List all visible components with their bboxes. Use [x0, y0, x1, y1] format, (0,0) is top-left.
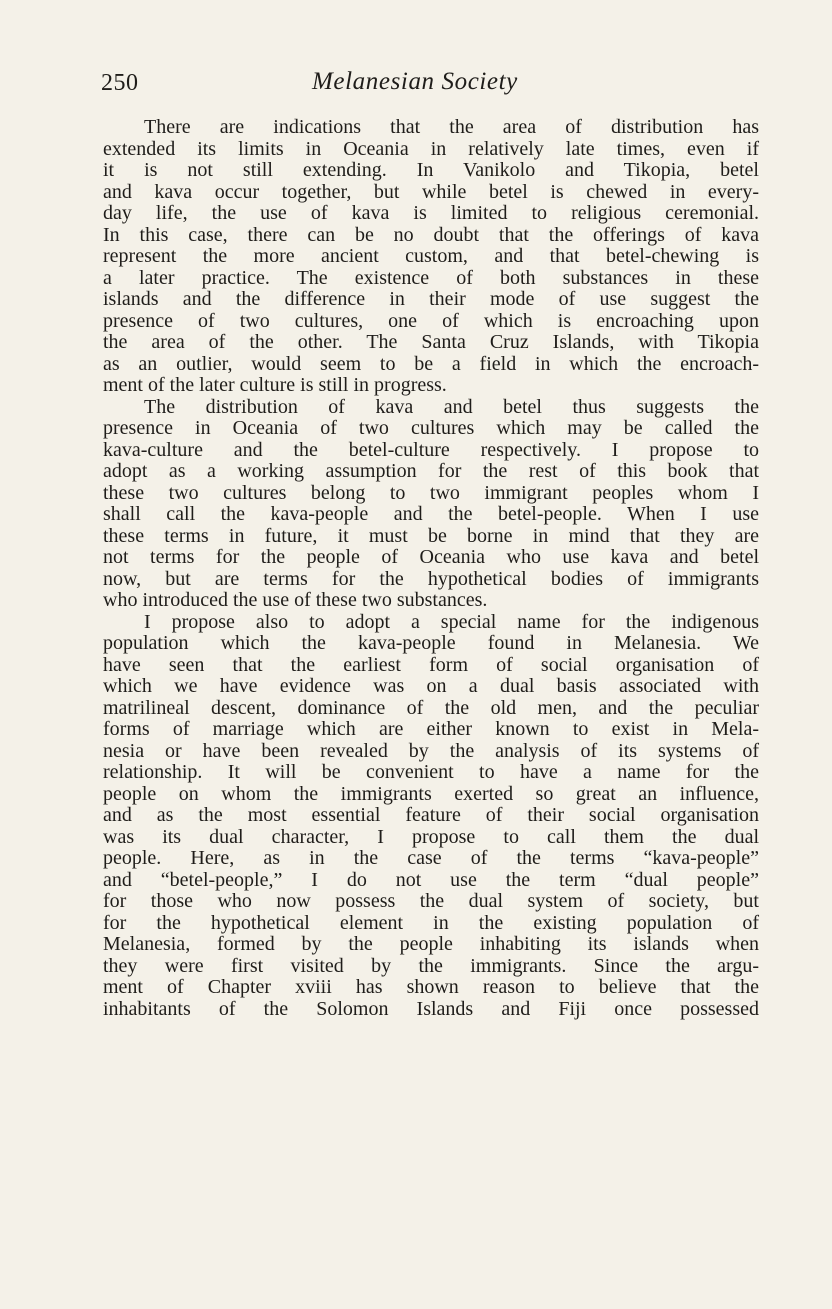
text-line: people on whom the immigrants exerted so great an influence, — [103, 782, 759, 805]
text-line: ment of the later culture is still in progress. — [103, 374, 447, 396]
page-number: 250 — [101, 70, 139, 96]
paragraph-2 — [103, 397, 759, 612]
text-line: the area of the other. The Santa Cruz Islands, with Tikopia — [103, 331, 759, 353]
text-line: who introduced the use of these two substances. — [103, 589, 488, 611]
body-text — [103, 117, 759, 1020]
text-line: The distribution of kava and betel thus suggests the — [144, 395, 759, 418]
text-line: presence of two cultures, one of which is encroaching upon — [103, 309, 759, 332]
text-line: Melanesia, formed by the people inhabiting its islands when — [103, 933, 759, 955]
text-line: extended its limits in Oceania in relatively late times, even if — [103, 137, 759, 160]
text-line: ment of Chapter xviii has shown reason to believe that the — [103, 976, 759, 998]
text-line: they were first visited by the immigrants. Since the argu- — [103, 954, 759, 977]
text-line: represent the more ancient custom, and that betel-chewing is — [103, 245, 759, 267]
text-line: these two cultures belong to two immigrant peoples whom I — [103, 481, 759, 504]
text-line: day life, the use of kava is limited to religious ceremonial. — [103, 202, 759, 224]
text-line: a later practice. The existence of both substances in these — [103, 266, 759, 289]
text-line: not terms for the people of Oceania who use kava and betel — [103, 546, 759, 568]
paragraph-3 — [103, 612, 759, 1021]
text-line: matrilineal descent, dominance of the old men, and the peculiar — [103, 696, 759, 719]
text-line: these terms in future, it must be borne in mind that they are — [103, 524, 759, 547]
text-line: presence in Oceania of two cultures which may be called the — [103, 417, 759, 439]
text-line: relationship. It will be convenient to have a name for the — [103, 761, 759, 783]
text-line: I propose also to adopt a special name for the indigenous — [144, 610, 759, 633]
text-line: There are indications that the area of distribution has — [144, 116, 759, 138]
text-line: forms of marriage which are either known to exist in Mela- — [103, 718, 759, 740]
text-line: islands and the difference in their mode of use suggest the — [103, 288, 759, 310]
text-line: it is not still extending. In Vanikolo and Tikopia, betel — [103, 159, 759, 181]
text-line: for the hypothetical element in the existing population of — [103, 911, 759, 934]
text-line: nesia or have been revealed by the analysis of its systems of — [103, 739, 759, 762]
text-line: for those who now possess the dual system of society, but — [103, 890, 759, 912]
text-line: have seen that the earliest form of social organisation of — [103, 653, 759, 676]
text-line: now, but are terms for the hypothetical bodies of immigrants — [103, 567, 759, 590]
text-line: and as the most essential feature of their social organisation — [103, 804, 759, 826]
running-title: Melanesian Society — [312, 68, 518, 95]
text-line: kava-culture and the betel-culture respectively. I propose to — [103, 438, 759, 461]
text-line: In this case, there can be no doubt that the offerings of kava — [103, 223, 759, 246]
text-line: people. Here, as in the case of the terms “kava-people” — [103, 847, 759, 869]
text-line: was its dual character, I propose to call them the dual — [103, 825, 759, 848]
text-line: as an outlier, would seem to be a field in which the encroach- — [103, 352, 759, 375]
text-line: adopt as a working assumption for the rest of this book that — [103, 460, 759, 482]
paragraph-1 — [103, 117, 759, 397]
text-line: population which the kava-people found in Melanesia. We — [103, 632, 759, 654]
text-line: shall call the kava-people and the betel-people. When I use — [103, 503, 759, 525]
text-line: and kava occur together, but while betel is chewed in every- — [103, 180, 759, 203]
text-line: and “betel-people,” I do not use the term “dual people” — [103, 868, 759, 891]
text-line: inhabitants of the Solomon Islands and Fiji once possessed — [103, 997, 759, 1020]
text-line: which we have evidence was on a dual basis associated with — [103, 675, 759, 697]
